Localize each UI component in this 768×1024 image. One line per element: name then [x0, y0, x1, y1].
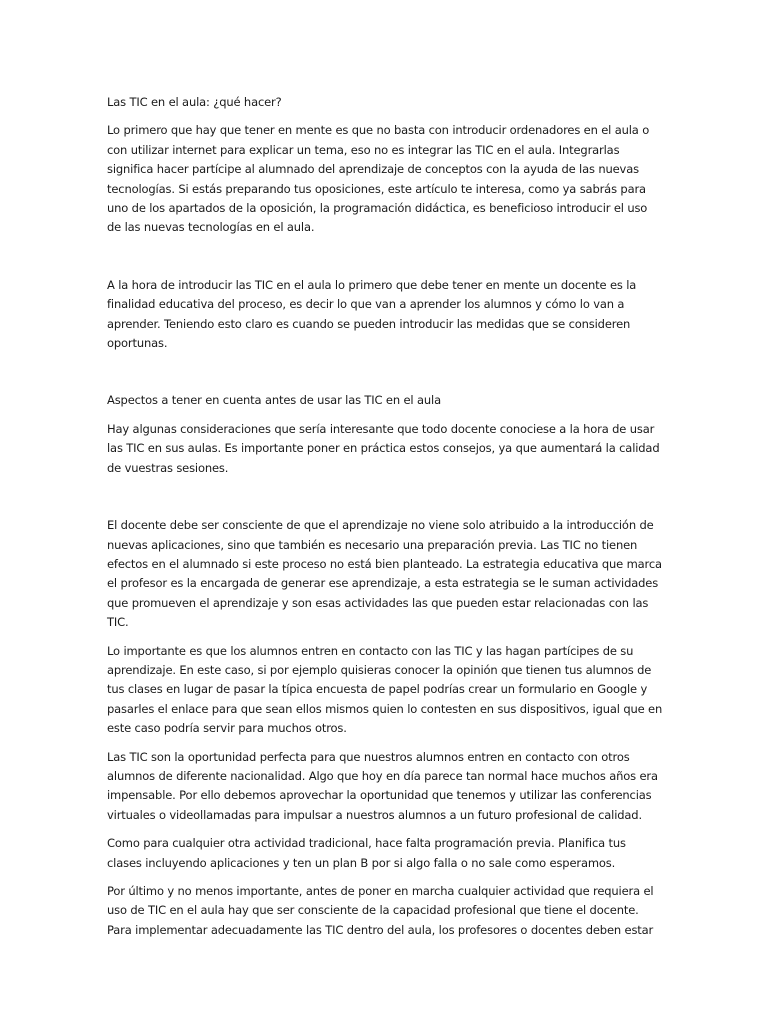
paragraph-lo-importante: Lo importante es que los alumnos entren en contacto con las TIC y las hagan partícipes de su aprendizaje. En este caso, si por ejemplo quisieras conocer la opinión que tienen tus alumnos de tus clases en lugar de pasar la típica encuesta de papel podrías crear un formulario en Google y pasarles el enlace para que sean ellos mismos quien lo contesten en sus dispositivos, igual que en este caso podría servir para muchos otros. — [107, 643, 663, 736]
section-heading-aspectos: Aspectos a tener en cuenta antes de usar las TIC en el aula — [107, 393, 441, 408]
paragraph-intro: Lo primero que hay que tener en mente es que no basta con introducir ordenadores en el aula o con utilizar internet para explicar un tema, eso no es integrar las TIC en el aula. Integrarlas significa hacer partícipe al alumnado del aprendizaje de conceptos con la ayuda de las nuevas tecnologías. Si estás preparando tus oposiciones, este artículo te interesa, como ya sabrás para uno de los apartados de la oposición, la programación didáctica, es beneficioso introducir el uso de las nuevas tecnologías en el aula. — [107, 123, 650, 235]
paragraph-consideraciones: Hay algunas consideraciones que sería interesante que todo docente conociese a la hora de usar las TIC en sus aulas. Es importante poner en práctica estos consejos, ya que aumentará la calidad de vuestras sesiones. — [107, 421, 660, 475]
document-body — [107, 93, 663, 940]
paragraph-programacion-previa: Como para cualquier otra actividad tradicional, hace falta programación previa. Planifica tus clases incluyendo aplicaciones y ten un plan B por si algo falla o no sale como esperamos. — [107, 836, 626, 870]
paragraph-finalidad: A la hora de introducir las TIC en el aula lo primero que debe tener en mente un docente es la finalidad educativa del proceso, es decir lo que van a aprender los alumnos y cómo lo van a aprender. Teniendo esto claro es cuando se pueden introducir las medidas que se consideren oportunas. — [107, 277, 637, 351]
paragraph-por-ultimo: Por último y no menos importante, antes de poner en marcha cualquier actividad que requiera el uso de TIC en el aula hay que ser consciente de la capacidad profesional que tiene el docente. Para implementar adecuadamente las TIC dentro del aula, los profesores o docentes deben estar — [107, 884, 654, 937]
paragraph-oportunidad: Las TIC son la oportunidad perfecta para que nuestros alumnos entren en contacto con otros alumnos de diferente nacionalidad. Algo que hoy en día parece tan normal hace muchos años era impensable. Por ello debemos aprovechar la oportunidad que tenemos y utilizar las conferencias virtuales o videollamadas para impulsar a nuestros alumnos a un futuro profesional de calidad. — [107, 749, 658, 822]
paragraph-docente-consciente: El docente debe ser consciente de que el aprendizaje no viene solo atribuido a la introducción de nuevas aplicaciones, sino que también es necesario una preparación previa. Las TIC no tienen efectos en el alumnado si este proceso no está bien planteado. La estrategia educativa que marca el profesor es la encargada de generar ese aprendizaje, a esta estrategia se le suman actividades que promueven el aprendizaje y son esas actividades las que pueden estar relacionadas con las TIC. — [107, 518, 662, 630]
document-title: Las TIC en el aula: ¿qué hacer? — [107, 95, 282, 109]
